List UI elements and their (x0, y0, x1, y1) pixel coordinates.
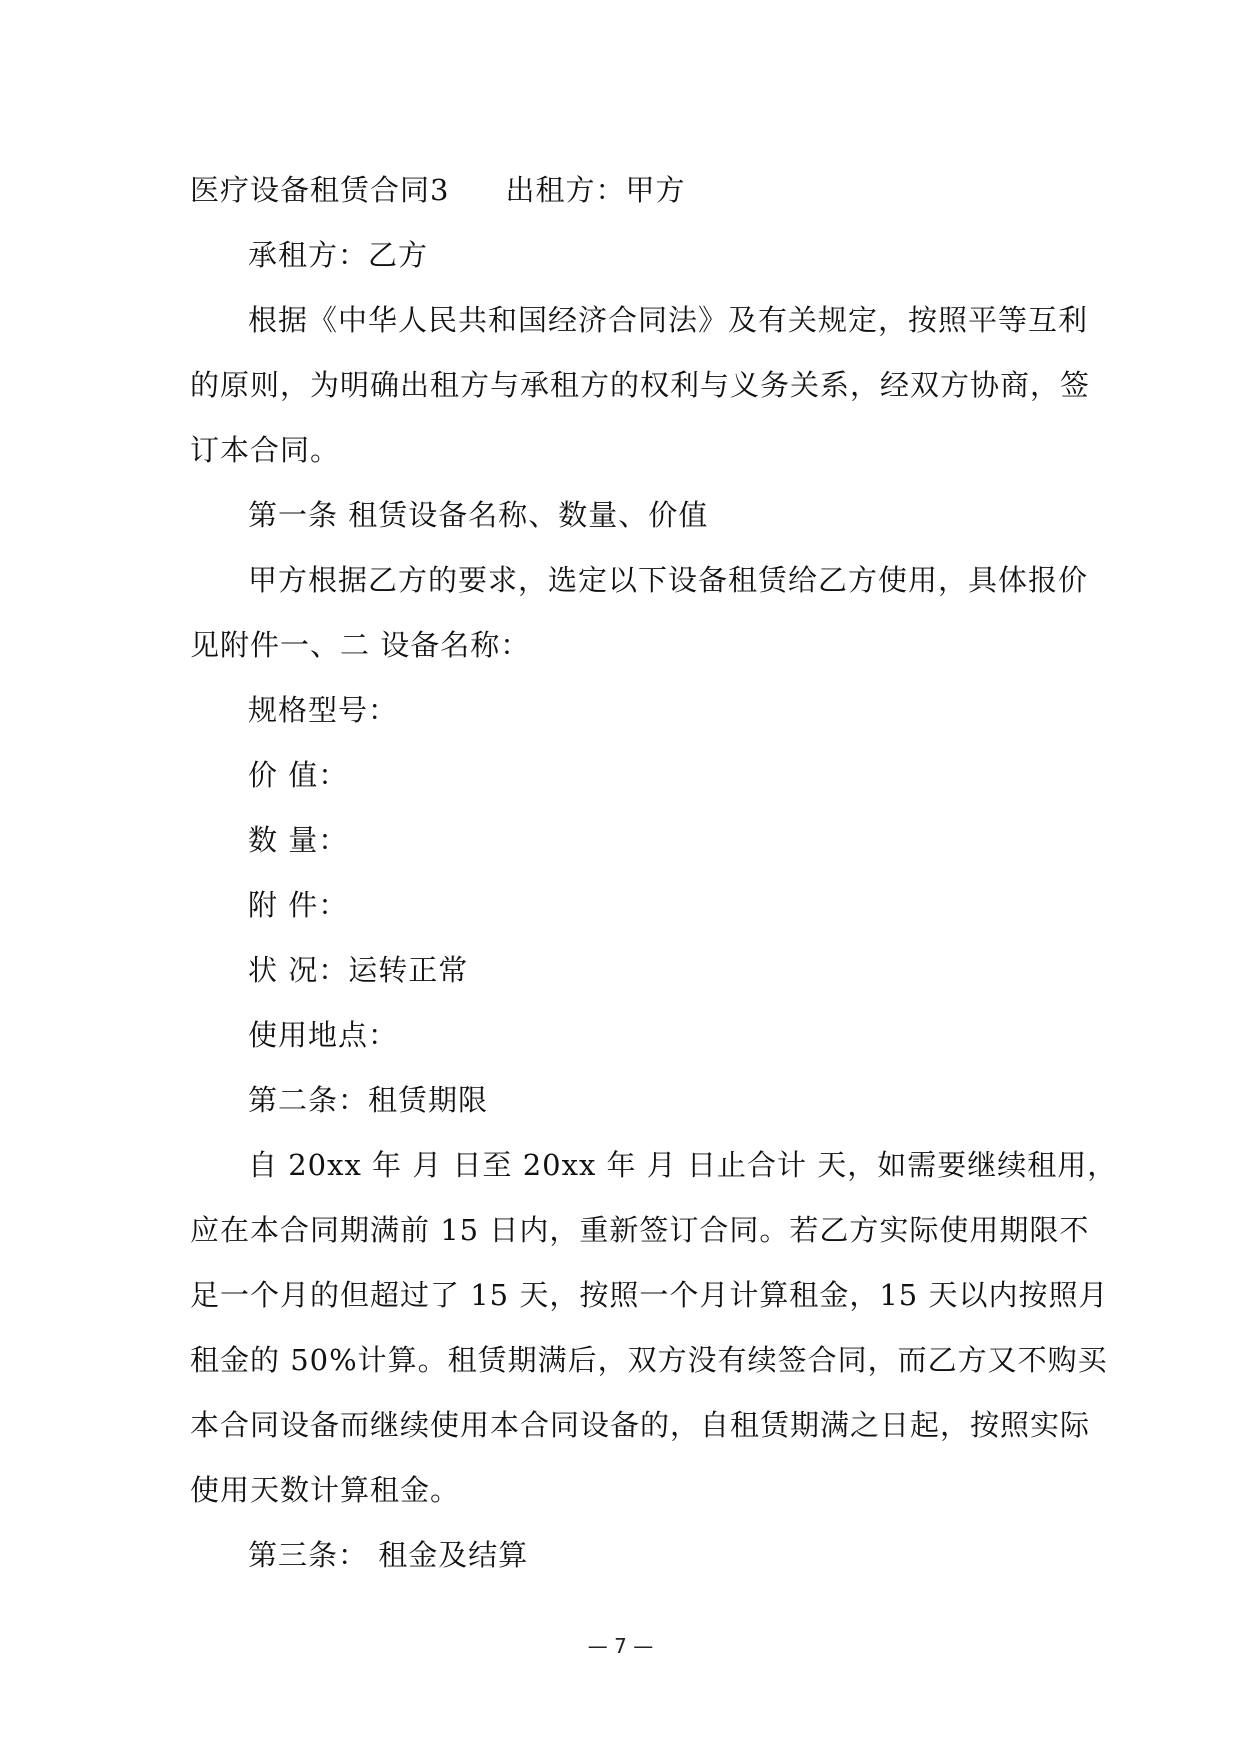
paragraph-line: 使用天数计算租金。 (190, 1473, 461, 1507)
paragraph-line: 的原则，为明确出租方与承租方的权利与义务关系，经双方协商，签 (190, 368, 1091, 402)
title-line (190, 158, 1060, 223)
paragraph-line: 应在本合同期满前 15 日内，重新签订合同。若乙方实际使用期限不 (190, 1213, 1090, 1247)
article-heading: 第二条：租赁期限 (248, 1083, 489, 1117)
lessee-line: 承租方：乙方 (248, 238, 429, 272)
paragraph-line: 甲方根据乙方的要求，选定以下设备租赁给乙方使用，具体报价 (248, 563, 1089, 597)
page-number: — 7 — (587, 1634, 654, 1658)
field-value: 价 值： (248, 758, 349, 792)
paragraph-line: 自 20xx 年 月 日至 20xx 年 月 日止合计 天，如需要继续租用， (248, 1148, 1118, 1182)
field-quantity: 数 量： (248, 823, 349, 857)
paragraph-line: 见附件一、二 设备名称： (190, 628, 531, 662)
document-body (190, 158, 1118, 1588)
paragraph-line: 根据《中华人民共和国经济合同法》及有关规定，按照平等互利 (248, 303, 1089, 337)
field-spec-model: 规格型号： (248, 693, 399, 727)
article-heading: 第三条： 租金及结算 (248, 1538, 529, 1572)
lessor-label: 出租方：甲方 (505, 173, 686, 207)
field-status: 状 况：运转正常 (248, 953, 469, 987)
field-attachment: 附 件： (248, 888, 349, 922)
document-title: 医疗设备租赁合同3 (190, 173, 450, 207)
paragraph-line: 租金的 50%计算。租赁期满后，双方没有续签合同，而乙方又不购买 (190, 1343, 1108, 1377)
paragraph-line: 订本合同。 (190, 433, 341, 467)
paragraph-line: 本合同设备而继续使用本合同设备的，自租赁期满之日起，按照实际 (190, 1408, 1091, 1442)
field-location: 使用地点： (248, 1018, 399, 1052)
paragraph-line: 足一个月的但超过了 15 天，按照一个月计算租金，15 天以内按照月 (190, 1278, 1109, 1312)
article-heading: 第一条 租赁设备名称、数量、价值 (248, 498, 709, 532)
